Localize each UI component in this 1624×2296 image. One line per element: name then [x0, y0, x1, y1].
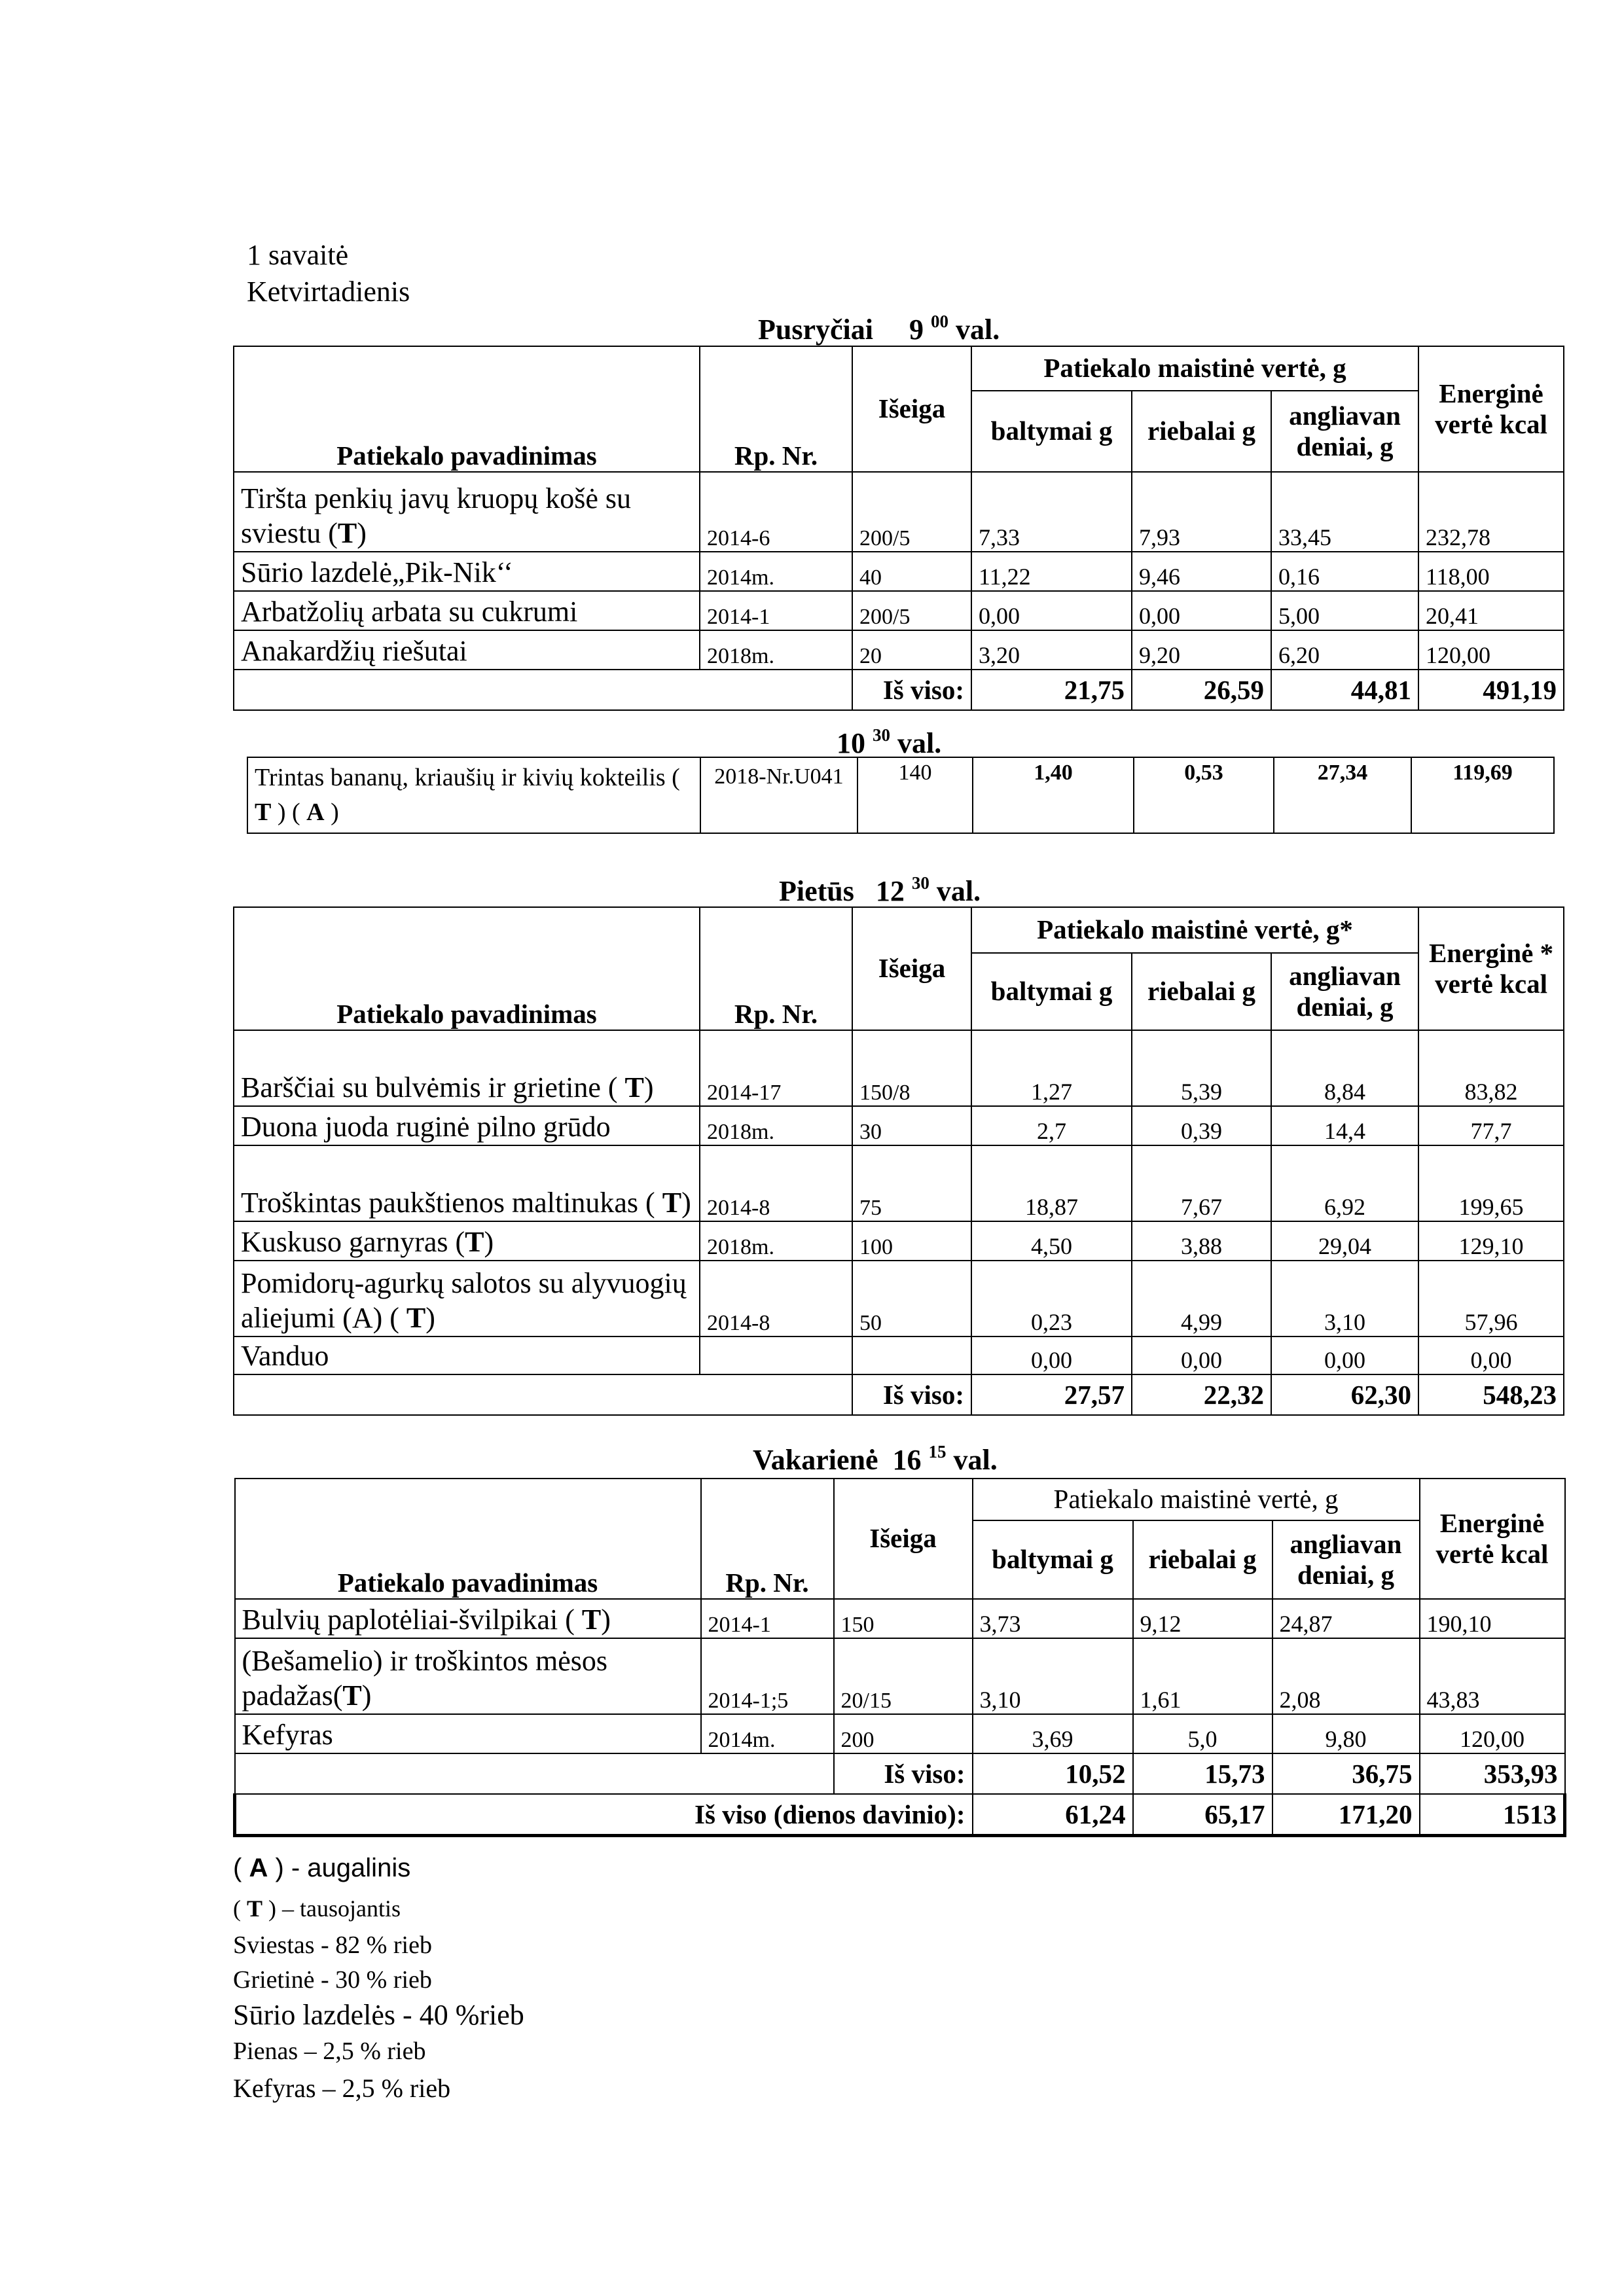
- breakfast-title: Pusryčiai 9 $^{00}$ val.: [758, 312, 1000, 346]
- energy-cell: 120,00: [1418, 630, 1564, 670]
- carb-cell: 33,45: [1271, 472, 1418, 552]
- table-row: [247, 757, 1554, 833]
- col-rp-header: Rp. Nr.: [700, 907, 852, 1030]
- iseiga-cell: 140: [857, 757, 973, 833]
- iseiga-cell: 200/5: [852, 591, 971, 630]
- col-iseiga-header: Išeiga: [834, 1479, 973, 1599]
- breakfast-table: [233, 346, 1564, 711]
- fat-cell: 3,88: [1132, 1221, 1271, 1261]
- col-energy-header: Energinė * vertė kcal: [1418, 907, 1564, 1030]
- legend-tausojantis: ( T ) – tausojantis: [233, 1895, 401, 1922]
- protein-cell: 7,33: [971, 472, 1132, 552]
- energy-cell: 119,69: [1411, 757, 1554, 833]
- lunch-table: [233, 906, 1564, 1416]
- carb-cell: 3,10: [1271, 1261, 1418, 1336]
- protein-cell: 0,23: [971, 1261, 1132, 1336]
- col-name-header: Patiekalo pavadinimas: [234, 907, 700, 1030]
- snack-name: Trintas bananų, kriaušių ir kivių kokteilis ( T ) ( A ): [247, 757, 700, 833]
- energy-cell: 129,10: [1418, 1221, 1564, 1261]
- col-carb-header: angliavan deniai, g: [1271, 391, 1418, 472]
- fat-cell: 0,00: [1132, 1336, 1271, 1374]
- dish-name: Duona juoda ruginė pilno grūdo: [234, 1106, 700, 1145]
- rp-cell: 2018m.: [700, 1221, 852, 1261]
- protein-cell: 3,73: [973, 1599, 1133, 1638]
- total-carb: 62,30: [1271, 1374, 1418, 1415]
- energy-cell: 232,78: [1418, 472, 1564, 552]
- snack-time: 10 $^{30}$ val.: [837, 725, 942, 759]
- iseiga-cell: 40: [852, 552, 971, 591]
- table-row: [234, 1261, 1564, 1336]
- total-energy: 548,23: [1418, 1374, 1564, 1415]
- total-label: Iš viso:: [852, 1374, 971, 1415]
- iseiga-cell: 150/8: [852, 1030, 971, 1106]
- dinner-title: Vakarienė 16 $^{15}$ val.: [753, 1442, 998, 1476]
- rp-cell: 2014-8: [700, 1145, 852, 1221]
- table-row: [234, 1145, 1564, 1221]
- fat-cell: 1,61: [1133, 1638, 1272, 1714]
- dish-name: Kefyras: [235, 1714, 701, 1753]
- col-protein-header: baltymai g: [971, 953, 1132, 1030]
- energy-cell: 20,41: [1418, 591, 1564, 630]
- col-nutrition-header: Patiekalo maistinė vertė, g*: [971, 907, 1418, 953]
- iseiga-cell: 20/15: [834, 1638, 973, 1714]
- rp-cell: 2018m.: [700, 630, 852, 670]
- col-carb-header: angliavan deniai, g: [1271, 953, 1418, 1030]
- dish-name: Sūrio lazdelė„Pik-Nik‘‘: [234, 552, 700, 591]
- carb-cell: 27,34: [1274, 757, 1411, 833]
- col-protein-header: baltymai g: [973, 1520, 1133, 1599]
- legend-augalinis: ( A ) - augalinis: [233, 1854, 411, 1882]
- dish-name: Kuskuso garnyras (T): [234, 1221, 700, 1261]
- col-energy-header: Energinė vertė kcal: [1418, 346, 1564, 472]
- total-fat: 26,59: [1132, 670, 1271, 710]
- iseiga-cell: 50: [852, 1261, 971, 1336]
- day-total-label: Iš viso (dienos davinio):: [235, 1794, 973, 1836]
- energy-cell: 190,10: [1420, 1599, 1565, 1638]
- iseiga-cell: 75: [852, 1145, 971, 1221]
- carb-cell: 5,00: [1271, 591, 1418, 630]
- total-label: Iš viso:: [852, 670, 971, 710]
- total-carb: 36,75: [1272, 1753, 1420, 1794]
- total-label: Iš viso:: [834, 1753, 973, 1794]
- protein-cell: 11,22: [971, 552, 1132, 591]
- protein-cell: 4,50: [971, 1221, 1132, 1261]
- fat-cell: 9,20: [1132, 630, 1271, 670]
- energy-cell: 43,83: [1420, 1638, 1565, 1714]
- day-total-protein: 61,24: [973, 1794, 1133, 1836]
- col-rp-header: Rp. Nr.: [700, 346, 852, 472]
- iseiga-cell: 200: [834, 1714, 973, 1753]
- table-row: [234, 1030, 1564, 1106]
- carb-cell: 6,92: [1271, 1145, 1418, 1221]
- protein-cell: 2,7: [971, 1106, 1132, 1145]
- dish-name: Barščiai su bulvėmis ir grietine ( T): [234, 1030, 700, 1106]
- col-iseiga-header: Išeiga: [852, 346, 971, 472]
- dish-name: Vanduo: [234, 1336, 700, 1374]
- total-fat: 22,32: [1132, 1374, 1271, 1415]
- dish-name: Bulvių paplotėliai-švilpikai ( T): [235, 1599, 701, 1638]
- protein-cell: 3,20: [971, 630, 1132, 670]
- rp-cell: 2014-17: [700, 1030, 852, 1106]
- iseiga-cell: 150: [834, 1599, 973, 1638]
- fat-cell: 7,93: [1132, 472, 1271, 552]
- rp-cell: 2014m.: [701, 1714, 834, 1753]
- fat-cell: 0,39: [1132, 1106, 1271, 1145]
- fat-cell: 9,46: [1132, 552, 1271, 591]
- table-row: [234, 472, 1564, 552]
- col-name-header: Patiekalo pavadinimas: [235, 1479, 701, 1599]
- day-total-row: [235, 1794, 1565, 1836]
- carb-cell: 6,20: [1271, 630, 1418, 670]
- dinner-table: [233, 1478, 1566, 1837]
- iseiga-cell: 30: [852, 1106, 971, 1145]
- rp-cell: 2018-Nr.U041: [700, 757, 857, 833]
- table-row: [234, 1106, 1564, 1145]
- iseiga-cell: [852, 1336, 971, 1374]
- total-energy: 353,93: [1420, 1753, 1565, 1794]
- week-label: 1 savaitė: [247, 239, 349, 271]
- day-total-carb: 171,20: [1272, 1794, 1420, 1836]
- total-carb: 44,81: [1271, 670, 1418, 710]
- total-protein: 21,75: [971, 670, 1132, 710]
- energy-cell: 77,7: [1418, 1106, 1564, 1145]
- table-row: [234, 630, 1564, 670]
- protein-cell: 0,00: [971, 1336, 1132, 1374]
- table-row: [234, 552, 1564, 591]
- legend-line: Kefyras – 2,5 % rieb: [233, 2073, 451, 2103]
- rp-cell: 2014-1: [701, 1599, 834, 1638]
- fat-cell: 0,00: [1132, 591, 1271, 630]
- day-total-fat: 65,17: [1133, 1794, 1272, 1836]
- carb-cell: 24,87: [1272, 1599, 1420, 1638]
- col-nutrition-header: Patiekalo maistinė vertė, g: [971, 346, 1418, 391]
- rp-cell: 2018m.: [700, 1106, 852, 1145]
- iseiga-cell: 100: [852, 1221, 971, 1261]
- rp-cell: 2014-6: [700, 472, 852, 552]
- fat-cell: 9,12: [1133, 1599, 1272, 1638]
- col-energy-header: Energinė vertė kcal: [1420, 1479, 1565, 1599]
- fat-cell: 0,53: [1134, 757, 1274, 833]
- dish-name: Troškintas paukštienos maltinukas ( T): [234, 1145, 700, 1221]
- fat-cell: 5,39: [1132, 1030, 1271, 1106]
- table-row: [234, 591, 1564, 630]
- dish-name: (Bešamelio) ir troškintos mėsos padažas(T): [235, 1638, 701, 1714]
- legend-line: Pienas – 2,5 % rieb: [233, 2037, 426, 2065]
- legend-line: Sviestas - 82 % rieb: [233, 1931, 432, 1959]
- legend-line: Sūrio lazdelės - 40 %rieb: [233, 1999, 524, 2031]
- table-row: [235, 1599, 1565, 1638]
- table-row: [235, 1638, 1565, 1714]
- fat-cell: 4,99: [1132, 1261, 1271, 1336]
- fat-cell: 7,67: [1132, 1145, 1271, 1221]
- protein-cell: 3,10: [973, 1638, 1133, 1714]
- col-carb-header: angliavan deniai, g: [1272, 1520, 1420, 1599]
- col-protein-header: baltymai g: [971, 391, 1132, 472]
- protein-cell: 3,69: [973, 1714, 1133, 1753]
- dish-name: Anakardžių riešutai: [234, 630, 700, 670]
- carb-cell: 0,16: [1271, 552, 1418, 591]
- rp-cell: [700, 1336, 852, 1374]
- table-row: [234, 1221, 1564, 1261]
- energy-cell: 83,82: [1418, 1030, 1564, 1106]
- energy-cell: 0,00: [1418, 1336, 1564, 1374]
- col-nutrition-header: Patiekalo maistinė vertė, g: [973, 1479, 1420, 1520]
- day-label: Ketvirtadienis: [247, 276, 410, 308]
- energy-cell: 120,00: [1420, 1714, 1565, 1753]
- total-protein: 27,57: [971, 1374, 1132, 1415]
- col-name-header: Patiekalo pavadinimas: [234, 346, 700, 472]
- rp-cell: 2014-1;5: [701, 1638, 834, 1714]
- dish-name: Arbatžolių arbata su cukrumi: [234, 591, 700, 630]
- carb-cell: 8,84: [1271, 1030, 1418, 1106]
- total-energy: 491,19: [1418, 670, 1564, 710]
- total-row: [235, 1753, 1565, 1794]
- carb-cell: 29,04: [1271, 1221, 1418, 1261]
- iseiga-cell: 20: [852, 630, 971, 670]
- protein-cell: 1,27: [971, 1030, 1132, 1106]
- protein-cell: 18,87: [971, 1145, 1132, 1221]
- dish-name: Tiršta penkių javų kruopų košė su sviestu (T): [234, 472, 700, 552]
- col-rp-header: Rp. Nr.: [701, 1479, 834, 1599]
- rp-cell: 2014-8: [700, 1261, 852, 1336]
- carb-cell: 9,80: [1272, 1714, 1420, 1753]
- energy-cell: 199,65: [1418, 1145, 1564, 1221]
- energy-cell: 57,96: [1418, 1261, 1564, 1336]
- protein-cell: 0,00: [971, 591, 1132, 630]
- table-row: [234, 1336, 1564, 1374]
- protein-cell: 1,40: [973, 757, 1134, 833]
- total-row: [234, 1374, 1564, 1415]
- rp-cell: 2014-1: [700, 591, 852, 630]
- iseiga-cell: 200/5: [852, 472, 971, 552]
- table-row: [235, 1714, 1565, 1753]
- total-protein: 10,52: [973, 1753, 1133, 1794]
- total-fat: 15,73: [1133, 1753, 1272, 1794]
- lunch-title: Pietūs 12 $^{30}$ val.: [779, 873, 981, 907]
- col-fat-header: riebalai g: [1132, 953, 1271, 1030]
- fat-cell: 5,0: [1133, 1714, 1272, 1753]
- carb-cell: 2,08: [1272, 1638, 1420, 1714]
- snack-table: [247, 757, 1555, 834]
- legend-line: Grietinė - 30 % rieb: [233, 1966, 432, 1994]
- total-row: [234, 670, 1564, 710]
- carb-cell: 0,00: [1271, 1336, 1418, 1374]
- day-total-energy: 1513: [1420, 1794, 1565, 1836]
- col-iseiga-header: Išeiga: [852, 907, 971, 1030]
- energy-cell: 118,00: [1418, 552, 1564, 591]
- rp-cell: 2014m.: [700, 552, 852, 591]
- col-fat-header: riebalai g: [1133, 1520, 1272, 1599]
- carb-cell: 14,4: [1271, 1106, 1418, 1145]
- col-fat-header: riebalai g: [1132, 391, 1271, 472]
- dish-name: Pomidorų-agurkų salotos su alyvuogių aliejumi (A) ( T): [234, 1261, 700, 1336]
